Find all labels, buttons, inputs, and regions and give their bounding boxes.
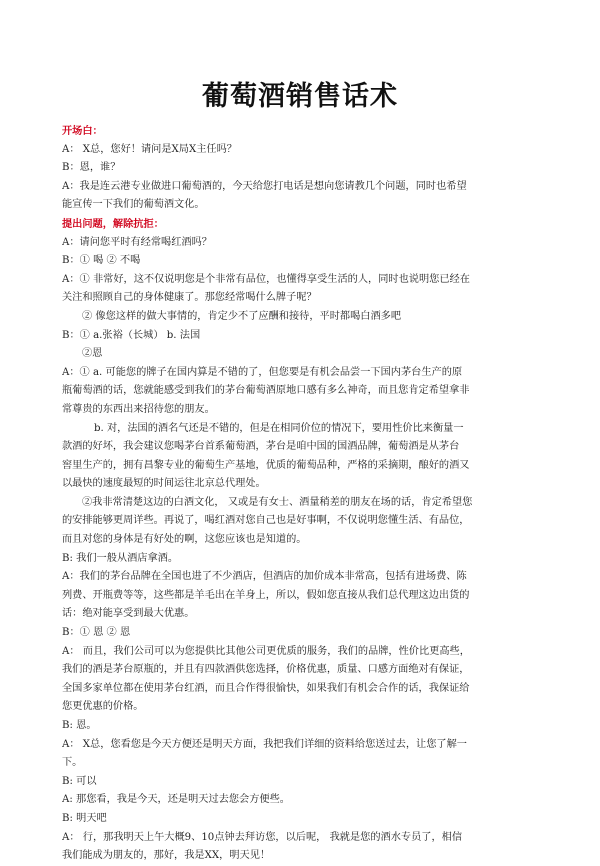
dialogue-line: 列费、开瓶费等等，这些都是羊毛出在羊身上，所以，假如您直接从我们总代理这边出货的	[62, 589, 470, 601]
dialogue-line: A：我是连云港专业做进口葡萄酒的，今天给您打电话是想向您请教几个问题，同时也希望	[62, 180, 467, 192]
dialogue-line: A: 那您看，我是今天，还是明天过去您会方便些。	[62, 794, 290, 806]
dialogue-line: A：① a. 可能您的牌子在国内算是不错的了，但您要是有机会品尝一下国内茅台生产的原	[62, 366, 463, 378]
dialogue-line: 而且对您的身体是有好处的啊，这您应该也是知道的。	[62, 534, 307, 546]
dialogue-line: 以最快的速度最短的时间运往北京总代理处。	[62, 478, 266, 490]
dialogue-line: ②恩	[82, 348, 103, 360]
dialogue-line: 全国多家单位都在使用茅台红酒，而且合作得很愉快，如果我们有机会合作的话，我保证给	[62, 682, 470, 694]
dialogue-line: A：请问您平时有经常喝红酒吗？	[62, 236, 212, 248]
dialogue-line: b. 对，法国的酒名气还是不错的，但是在相同价位的情况下，要用性价比来衡量一	[94, 422, 464, 434]
dialogue-line: A： 而且，我们公司可以为您提供比其他公司更优质的服务，我们的品牌，性价比更高些，	[62, 645, 470, 657]
dialogue-line: 的安排能够更周详些。再说了，喝红酒对您自己也是好事啊，不仅说明您懂生活、有品位，	[62, 515, 470, 527]
dialogue-line: 我们的酒是茅台原瓶的，并且有四款酒供您选择，价格优惠，质量、口感方面绝对有保证，	[62, 664, 470, 676]
dialogue-line: B: 可以	[62, 775, 97, 787]
dialogue-line: ②我非常清楚这边的白酒文化， 又或是有女士、酒量稍差的朋友在场的话，肯定希望您	[82, 496, 473, 508]
dialogue-line: 窖里生产的，拥有昌黎专业的葡萄生产基地，优质的葡萄品种，严格的采摘期，酿好的酒又	[62, 459, 470, 471]
dialogue-line: B: 恩。	[62, 720, 97, 731]
dialogue-line: A： X总，您好！请问是X局X主任吗？	[62, 143, 237, 155]
dialogue-line: 能宣传一下我们的葡萄酒文化。	[62, 199, 205, 211]
section-heading: 开场白：	[62, 125, 103, 137]
dialogue-line: B：① a.张裕（长城） b. 法国	[62, 329, 201, 341]
document-body	[62, 122, 544, 866]
dialogue-line: 关注和照顾自己的身体健康了。那您经常喝什么牌子呢？	[62, 292, 317, 304]
section-heading: 提出问题，解除抗拒：	[62, 217, 164, 230]
document-title: 葡萄酒销售话术	[202, 81, 398, 112]
dialogue-line: B: 我们一般从酒店拿酒。	[62, 552, 179, 564]
dialogue-line: B：① 喝 ② 不喝	[62, 255, 141, 267]
dialogue-line: 款酒的好坏，我会建议您喝茅台首系葡萄酒，茅台是咱中国的国酒品牌，葡萄酒是从茅台	[62, 441, 460, 453]
dialogue-line: A：① 非常好，这不仅说明您是个非常有品位，也懂得享受生活的人，同时也说明您已经在	[62, 273, 470, 285]
dialogue-line: A：我们的茅台品牌在全国也进了不少酒店，但酒店的加价成本非常高，包括有进场费、陈	[62, 571, 467, 583]
dialogue-line: 我们能成为朋友的，那好，我是XX，明天见！	[62, 850, 271, 862]
dialogue-line: B: 明天吧	[62, 812, 107, 824]
dialogue-line: ② 像您这样的做大事情的，肯定少不了应酬和接待，平时都喝白酒多吧	[82, 310, 402, 322]
dialogue-line: A： 行，那我明天上午大概9、10点钟去拜访您，以后呢， 我就是您的酒水专员了，相信	[62, 831, 463, 843]
dialogue-line: B：恩，谁？	[62, 162, 121, 174]
dialogue-line: 您更优惠的价格。	[62, 701, 144, 713]
dialogue-line: 下。	[62, 757, 83, 769]
dialogue-line: 常尊贵的东西出来招待您的朋友。	[62, 403, 215, 415]
dialogue-line: 瓶葡萄酒的话，您就能感受到我们的茅台葡萄酒原地口感有多么神奇，而且您肯定希望拿非	[62, 385, 470, 397]
dialogue-line: B：① 恩 ② 恩	[62, 627, 131, 639]
dialogue-line: 话：绝对能享受到最大优惠。	[62, 608, 195, 620]
dialogue-line: A： X总，您看您是今天方便还是明天方面，我把我们详细的资料给您送过去，让您了解一	[62, 738, 467, 750]
